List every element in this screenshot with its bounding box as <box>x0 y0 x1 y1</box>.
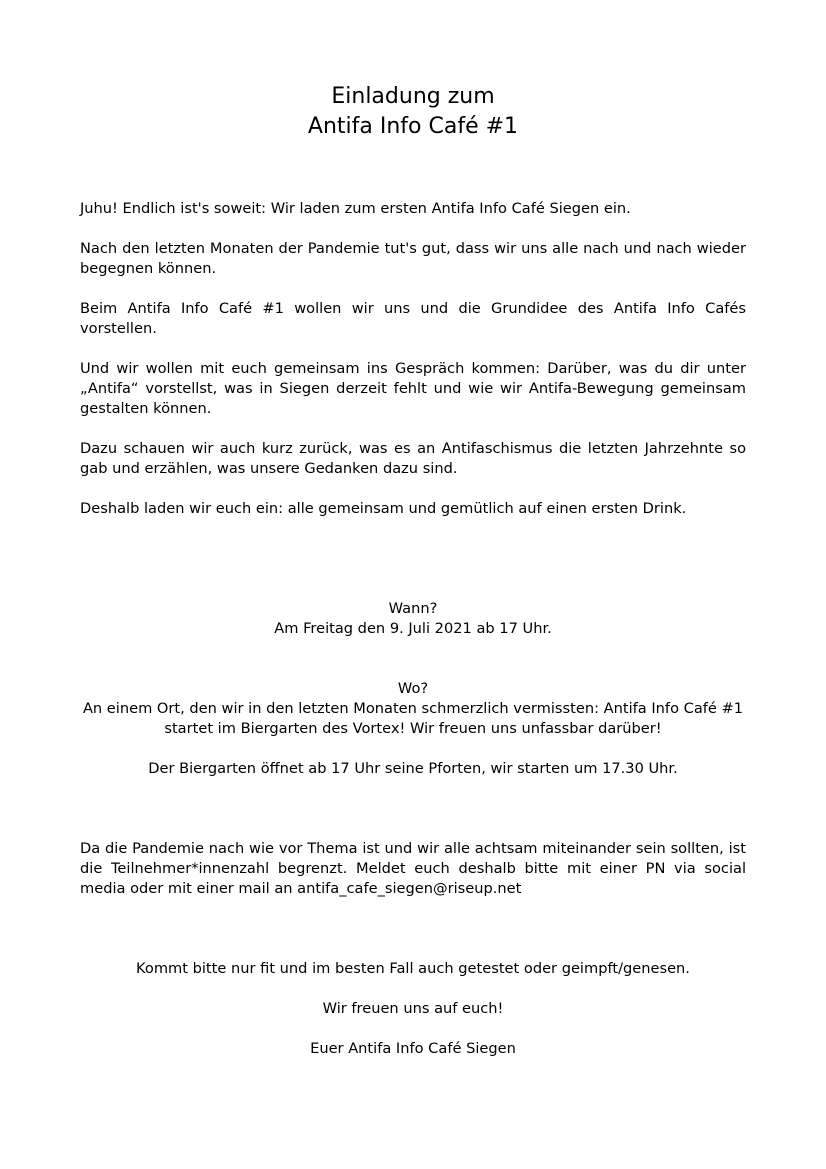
intro-paragraph-5: Dazu schauen wir auch kurz zurück, was es an Antifaschismus die letzten Jahrzehnte so gab und erzählen, was unsere Gedanken dazu sind. <box>80 440 746 477</box>
closing-greeting: Wir freuen uns auf euch! <box>322 1000 504 1017</box>
intro-paragraph-1: Juhu! Endlich ist's soweit: Wir laden zum ersten Antifa Info Café Siegen ein. <box>80 200 631 217</box>
intro-paragraph-6: Deshalb laden wir euch ein: alle gemeinsam und gemütlich auf einen ersten Drink. <box>80 500 687 517</box>
intro-paragraph-2: Nach den letzten Monaten der Pandemie tut's gut, dass wir uns alle nach und nach wieder begegnen können. <box>80 240 746 277</box>
opening-time-text: Der Biergarten öffnet ab 17 Uhr seine Pforten, wir starten um 17.30 Uhr. <box>148 760 678 777</box>
where-line-1: An einem Ort, den wir in den letzten Monaten schmerzlich vermissten: Antifa Info Café #1 <box>82 700 744 717</box>
signature: Euer Antifa Info Café Siegen <box>310 1040 516 1057</box>
intro-paragraph-4: Und wir wollen mit euch gemeinsam ins Gespräch kommen: Darüber, was du dir unter „Antifa“ vorstellst, was in Siegen derzeit fehlt und wie wir Antifa-Bewegung gemeinsam gestalten können. <box>80 360 746 417</box>
when-text: Am Freitag den 9. Juli 2021 ab 17 Uhr. <box>274 620 552 637</box>
when-heading: Wann? <box>388 600 438 617</box>
where-line-2: startet im Biergarten des Vortex! Wir freuen uns unfassbar darüber! <box>164 720 662 737</box>
health-notice: Kommt bitte nur fit und im besten Fall auch getestet oder geimpft/genesen. <box>136 960 690 977</box>
registration-paragraph: Da die Pandemie nach wie vor Thema ist und wir alle achtsam miteinander sein sollten, ist die Teilnehmer*innenzahl begrenzt. Meldet euch deshalb bitte mit einer PN via social media oder mit einer mail an antifa_cafe_siegen@riseup.net <box>80 840 746 897</box>
intro-paragraph-3: Beim Antifa Info Café #1 wollen wir uns und die Grundidee des Antifa Info Cafés vorstellen. <box>80 300 746 337</box>
title-line-1: Einladung zum <box>331 84 495 109</box>
where-heading: Wo? <box>397 680 429 697</box>
title-line-2: Antifa Info Café #1 <box>307 114 519 139</box>
